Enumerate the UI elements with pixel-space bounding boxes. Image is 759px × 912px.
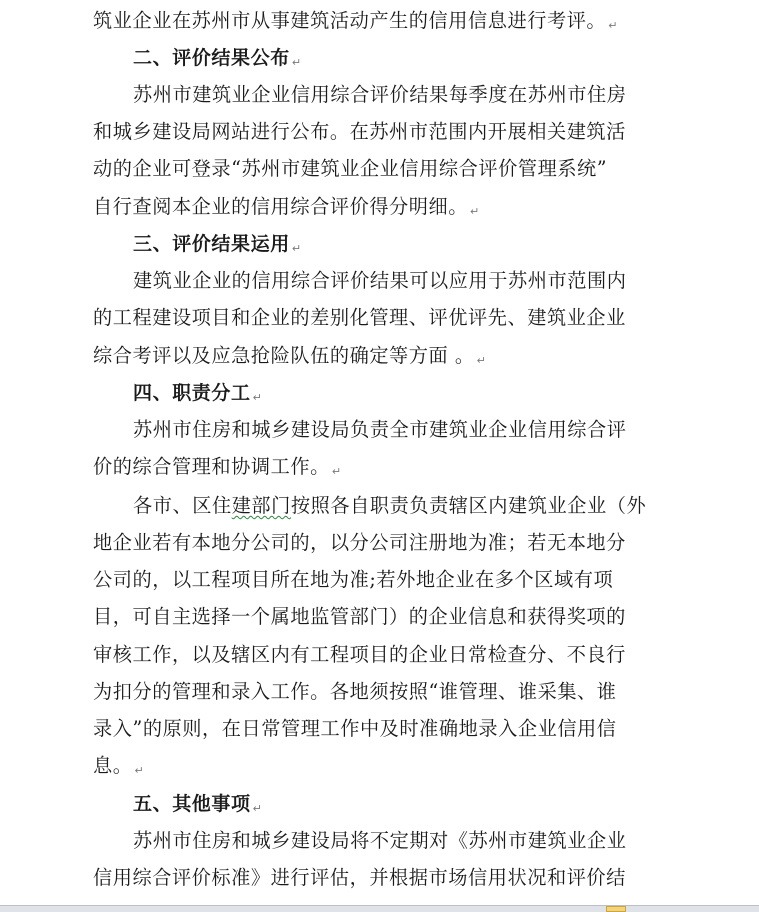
- text-line: 自行查阅本企业的信用综合评价得分明细。 ↵: [93, 195, 480, 218]
- paragraph-mark-icon: ↵: [252, 802, 262, 815]
- text-line: 动的企业可登录“苏州市建筑业企业信用综合评价管理系统”: [93, 157, 608, 180]
- paragraph-mark-icon: ↵: [252, 391, 262, 404]
- text-line: 目，可自主选择一个属地监管部门）的企业信息和获得奖项的: [93, 605, 626, 628]
- horizontal-scrollbar[interactable]: [0, 905, 759, 912]
- section-heading: 三、评价结果运用 ↵: [133, 233, 302, 255]
- paragraph-mark-icon: ↵: [291, 242, 302, 255]
- text-line: 信用综合评价标准》进行评估，并根据市场信用状况和评价结: [93, 866, 626, 889]
- text-line: 苏州市住房和城乡建设局负责全市建筑业企业信用综合评: [133, 418, 627, 441]
- text-line: 审核工作，以及辖区内有工程项目的企业日常检查分、不良行: [93, 643, 626, 666]
- text-line: 各市、区住建部门按照各自职责负责辖区内建筑业企业（外: [133, 494, 647, 517]
- section-heading: 二、评价结果公布 ↵: [133, 47, 302, 69]
- text-line: 价的综合管理和协调工作。 ↵: [93, 455, 342, 478]
- text-line: 苏州市建筑业企业信用综合评价结果每季度在苏州市住房: [133, 83, 627, 106]
- text-line: 息。 ↵: [93, 754, 144, 777]
- text-line: 为扣分的管理和录入工作。各地须按照“谁管理、谁采集、谁: [93, 680, 617, 703]
- paragraph-mark-icon: ↵: [134, 764, 144, 777]
- paragraph-mark-icon: ↵: [476, 354, 486, 367]
- section-heading: 四、职责分工 ↵: [133, 382, 262, 404]
- spelling-flag[interactable]: 建部门: [231, 494, 291, 517]
- text-line: 地企业若有本地分公司的，以分公司注册地为准；若无本地分: [93, 531, 626, 554]
- text-line: 建筑业企业的信用综合评价结果可以应用于苏州市范围内: [133, 269, 627, 292]
- section-heading: 五、其他事项 ↵: [133, 793, 262, 815]
- text-line: 综合考评以及应急抢险队伍的确定等方面 。 ↵: [93, 344, 486, 367]
- text-line: 和城乡建设局网站进行公布。在苏州市范围内开展相关建筑活: [93, 120, 626, 143]
- text-line: 录入”的原则，在日常管理工作中及时准确地录入企业信用信: [93, 717, 617, 740]
- scrollbar-thumb[interactable]: [606, 906, 626, 912]
- text-line: 公司的，以工程项目所在地为准;若外地企业在多个区域有项: [93, 568, 614, 591]
- paragraph-mark-icon: ↵: [331, 465, 342, 478]
- text-line: 苏州市住房和城乡建设局将不定期对《苏州市建筑业企业: [133, 829, 627, 852]
- paragraph-mark-icon: ↵: [470, 205, 480, 218]
- text-line: 筑业企业在苏州市从事建筑活动产生的信用信息进行考评。 ↵: [93, 9, 618, 32]
- paragraph-mark-icon: ↵: [608, 19, 618, 32]
- paragraph-mark-icon: ↵: [291, 56, 302, 69]
- text-line: 的工程建设项目和企业的差别化管理、评优评先、建筑业企业: [93, 306, 626, 329]
